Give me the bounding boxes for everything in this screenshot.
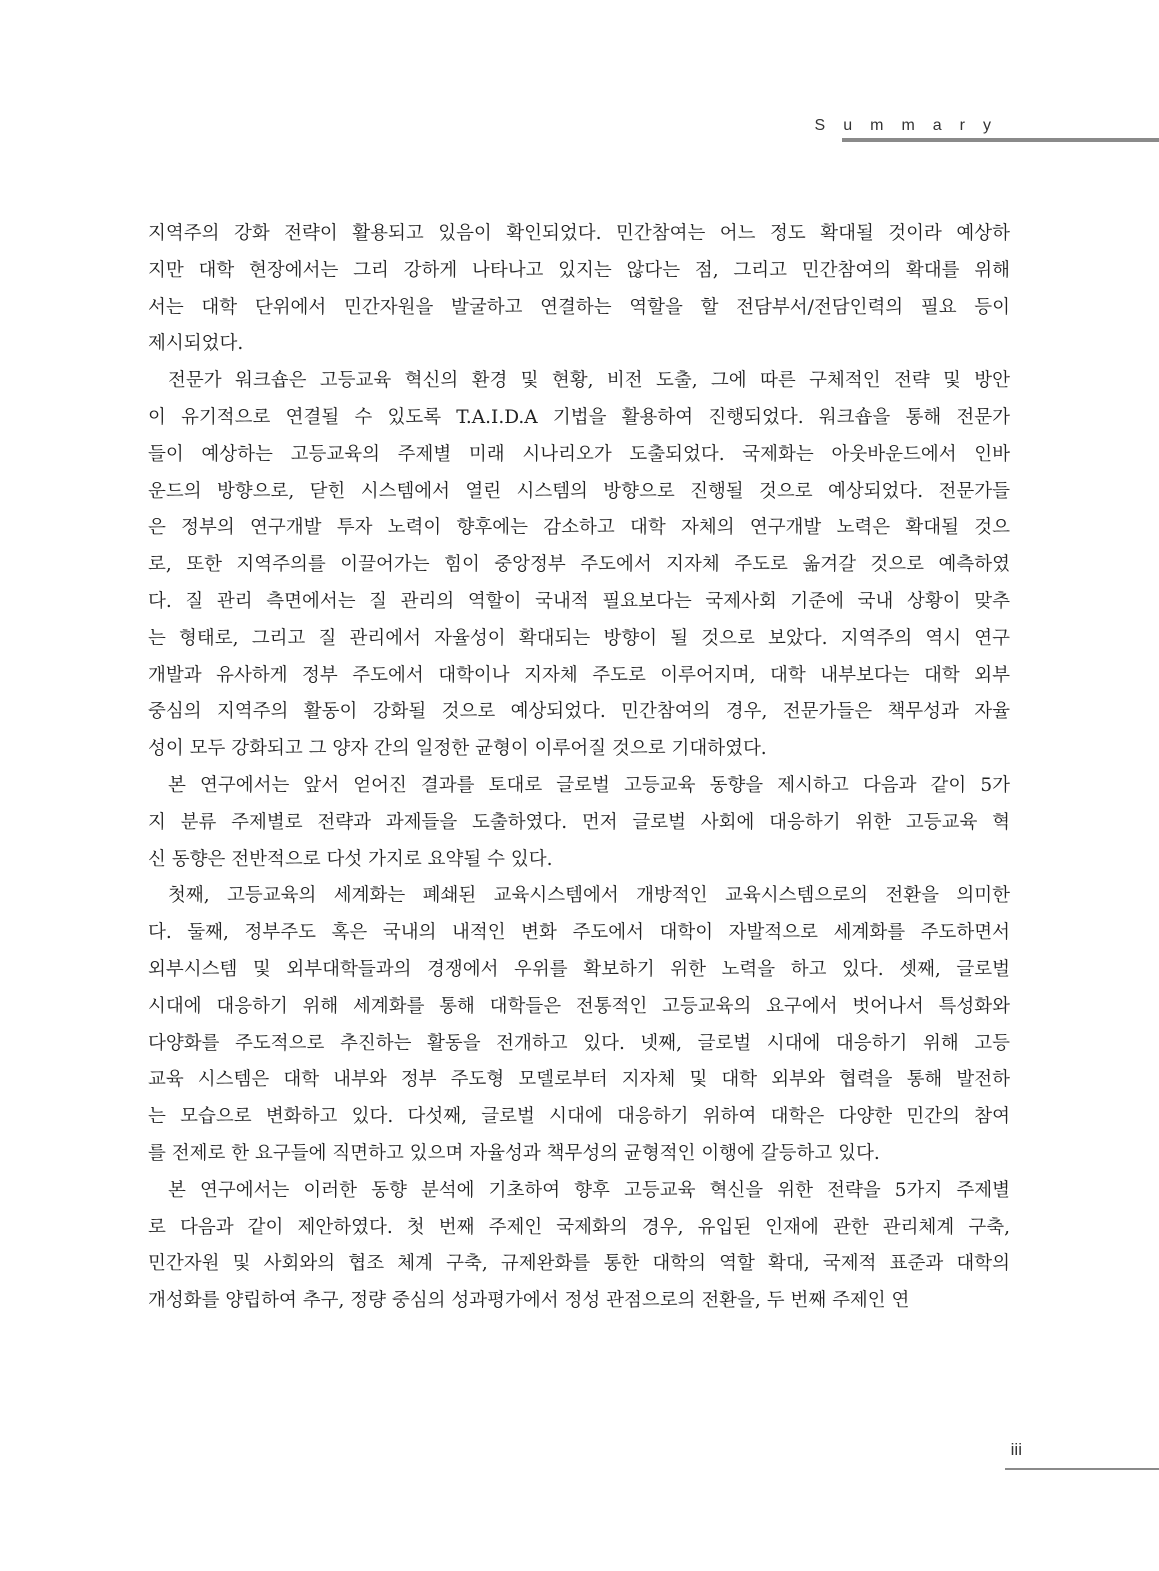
text-line: 다. 둘째, 정부주도 혹은 국내의 내적인 변화 주도에서 대학이 자발적으로 세계화를 주도하면서	[148, 922, 1010, 944]
text-line: 개성화를 양립하여 추구, 정량 중심의 성과평가에서 정성 관점으로의 전환을, 두 번째 주제인 연	[148, 1290, 910, 1312]
text-line: 들이 예상하는 고등교육의 주제별 미래 시나리오가 도출되었다. 국제화는 아웃바운드에서 인바	[148, 443, 1010, 465]
paragraph	[148, 216, 1010, 363]
running-header: Summary	[814, 117, 1009, 134]
text-line: 를 전제로 한 요구들에 직면하고 있으며 자율성과 책무성의 균형적인 이행에 갈등하고 있다.	[148, 1142, 880, 1164]
text-line: 지역주의 강화 전략이 활용되고 있음이 확인되었다. 민간참여는 어느 정도 확대될 것이라 예상하	[148, 223, 1010, 244]
text-line: 로 다음과 같이 제안하였다. 첫 번째 주제인 국제화의 경우, 유입된 인재에 관한 관리체계 구축,	[148, 1216, 1010, 1238]
text-line: 는 모습으로 변화하고 있다. 다섯째, 글로벌 시대에 대응하기 위하여 대학은 다양한 민간의 참여	[148, 1106, 1010, 1128]
text-line: 이 유기적으로 연결될 수 있도록 T.A.I.D.A 기법을 활용하여 진행되었다. 워크숍을 통해 전문가	[148, 406, 1010, 428]
text-line: 민간자원 및 사회와의 협조 체계 구축, 규제완화를 통한 대학의 역할 확대, 국제적 표준과 대학의	[148, 1253, 1010, 1275]
paragraph	[148, 363, 1010, 768]
text-line: 다. 질 관리 측면에서는 질 관리의 역할이 국내적 필요보다는 국제사회 기준에 국내 상황이 맞추	[148, 590, 1010, 612]
text-line: 본 연구에서는 이러한 동향 분석에 기초하여 향후 고등교육 혁신을 위한 전략을 5가지 주제별	[168, 1179, 1010, 1201]
text-line: 는 형태로, 그리고 질 관리에서 자율성이 확대되는 방향이 될 것으로 보았다. 지역주의 역시 연구	[148, 627, 1010, 649]
text-line: 성이 모두 강화되고 그 양자 간의 일정한 균형이 이루어질 것으로 기대하였다.	[148, 738, 767, 760]
page-number: iii	[1010, 1440, 1022, 1459]
text-line: 외부시스템 및 외부대학들과의 경쟁에서 우위를 확보하기 위한 노력을 하고 있다. 셋째, 글로벌	[148, 958, 1010, 980]
text-line: 전문가 워크숍은 고등교육 혁신의 환경 및 현황, 비전 도출, 그에 따른 구체적인 전략 및 방안	[168, 370, 1010, 392]
text-line: 서는 대학 단위에서 민간자원을 발굴하고 연결하는 역할을 할 전담부서/전담인력의 필요 등이	[148, 296, 1010, 318]
text-line: 지만 대학 현장에서는 그리 강하게 나타나고 있지는 않다는 점, 그리고 민간참여의 확대를 위해	[148, 259, 1010, 281]
text-line: 신 동향은 전반적으로 다섯 가지로 요약될 수 있다.	[148, 848, 553, 870]
body-text	[148, 216, 1010, 1320]
paragraph	[148, 878, 1010, 1172]
text-line: 은 정부의 연구개발 투자 노력이 향후에는 감소하고 대학 자체의 연구개발 노력은 확대될 것으	[148, 517, 1010, 539]
paragraph	[148, 768, 1010, 878]
paragraph	[148, 1173, 1010, 1320]
text-line: 본 연구에서는 앞서 얻어진 결과를 토대로 글로벌 고등교육 동향을 제시하고 다음과 같이 5가	[168, 774, 1010, 796]
text-line: 첫째, 고등교육의 세계화는 폐쇄된 교육시스템에서 개방적인 교육시스템으로의 전환을 의미한	[168, 885, 1010, 907]
text-line: 로, 또한 지역주의를 이끌어가는 힘이 중앙정부 주도에서 지자체 주도로 옮겨갈 것으로 예측하였	[148, 554, 1010, 576]
footer-rule	[1005, 1468, 1159, 1470]
text-line: 중심의 지역주의 활동이 강화될 것으로 예상되었다. 민간참여의 경우, 전문가들은 책무성과 자율	[148, 701, 1010, 723]
text-line: 운드의 방향으로, 닫힌 시스템에서 열린 시스템의 방향으로 진행될 것으로 예상되었다. 전문가들	[148, 480, 1010, 502]
header-rule	[842, 138, 1159, 142]
text-line: 지 분류 주제별로 전략과 과제들을 도출하였다. 먼저 글로벌 사회에 대응하기 위한 고등교육 혁	[148, 811, 1010, 833]
text-line: 시대에 대응하기 위해 세계화를 통해 대학들은 전통적인 고등교육의 요구에서 벗어나서 특성화와	[148, 995, 1010, 1017]
text-line: 다양화를 주도적으로 추진하는 활동을 전개하고 있다. 넷째, 글로벌 시대에 대응하기 위해 고등	[148, 1032, 1010, 1054]
text-line: 교육 시스템은 대학 내부와 정부 주도형 모델로부터 지자체 및 대학 외부와 협력을 통해 발전하	[148, 1069, 1010, 1091]
text-line: 개발과 유사하게 정부 주도에서 대학이나 지자체 주도로 이루어지며, 대학 내부보다는 대학 외부	[148, 664, 1010, 686]
text-line: 제시되었다.	[148, 333, 244, 355]
